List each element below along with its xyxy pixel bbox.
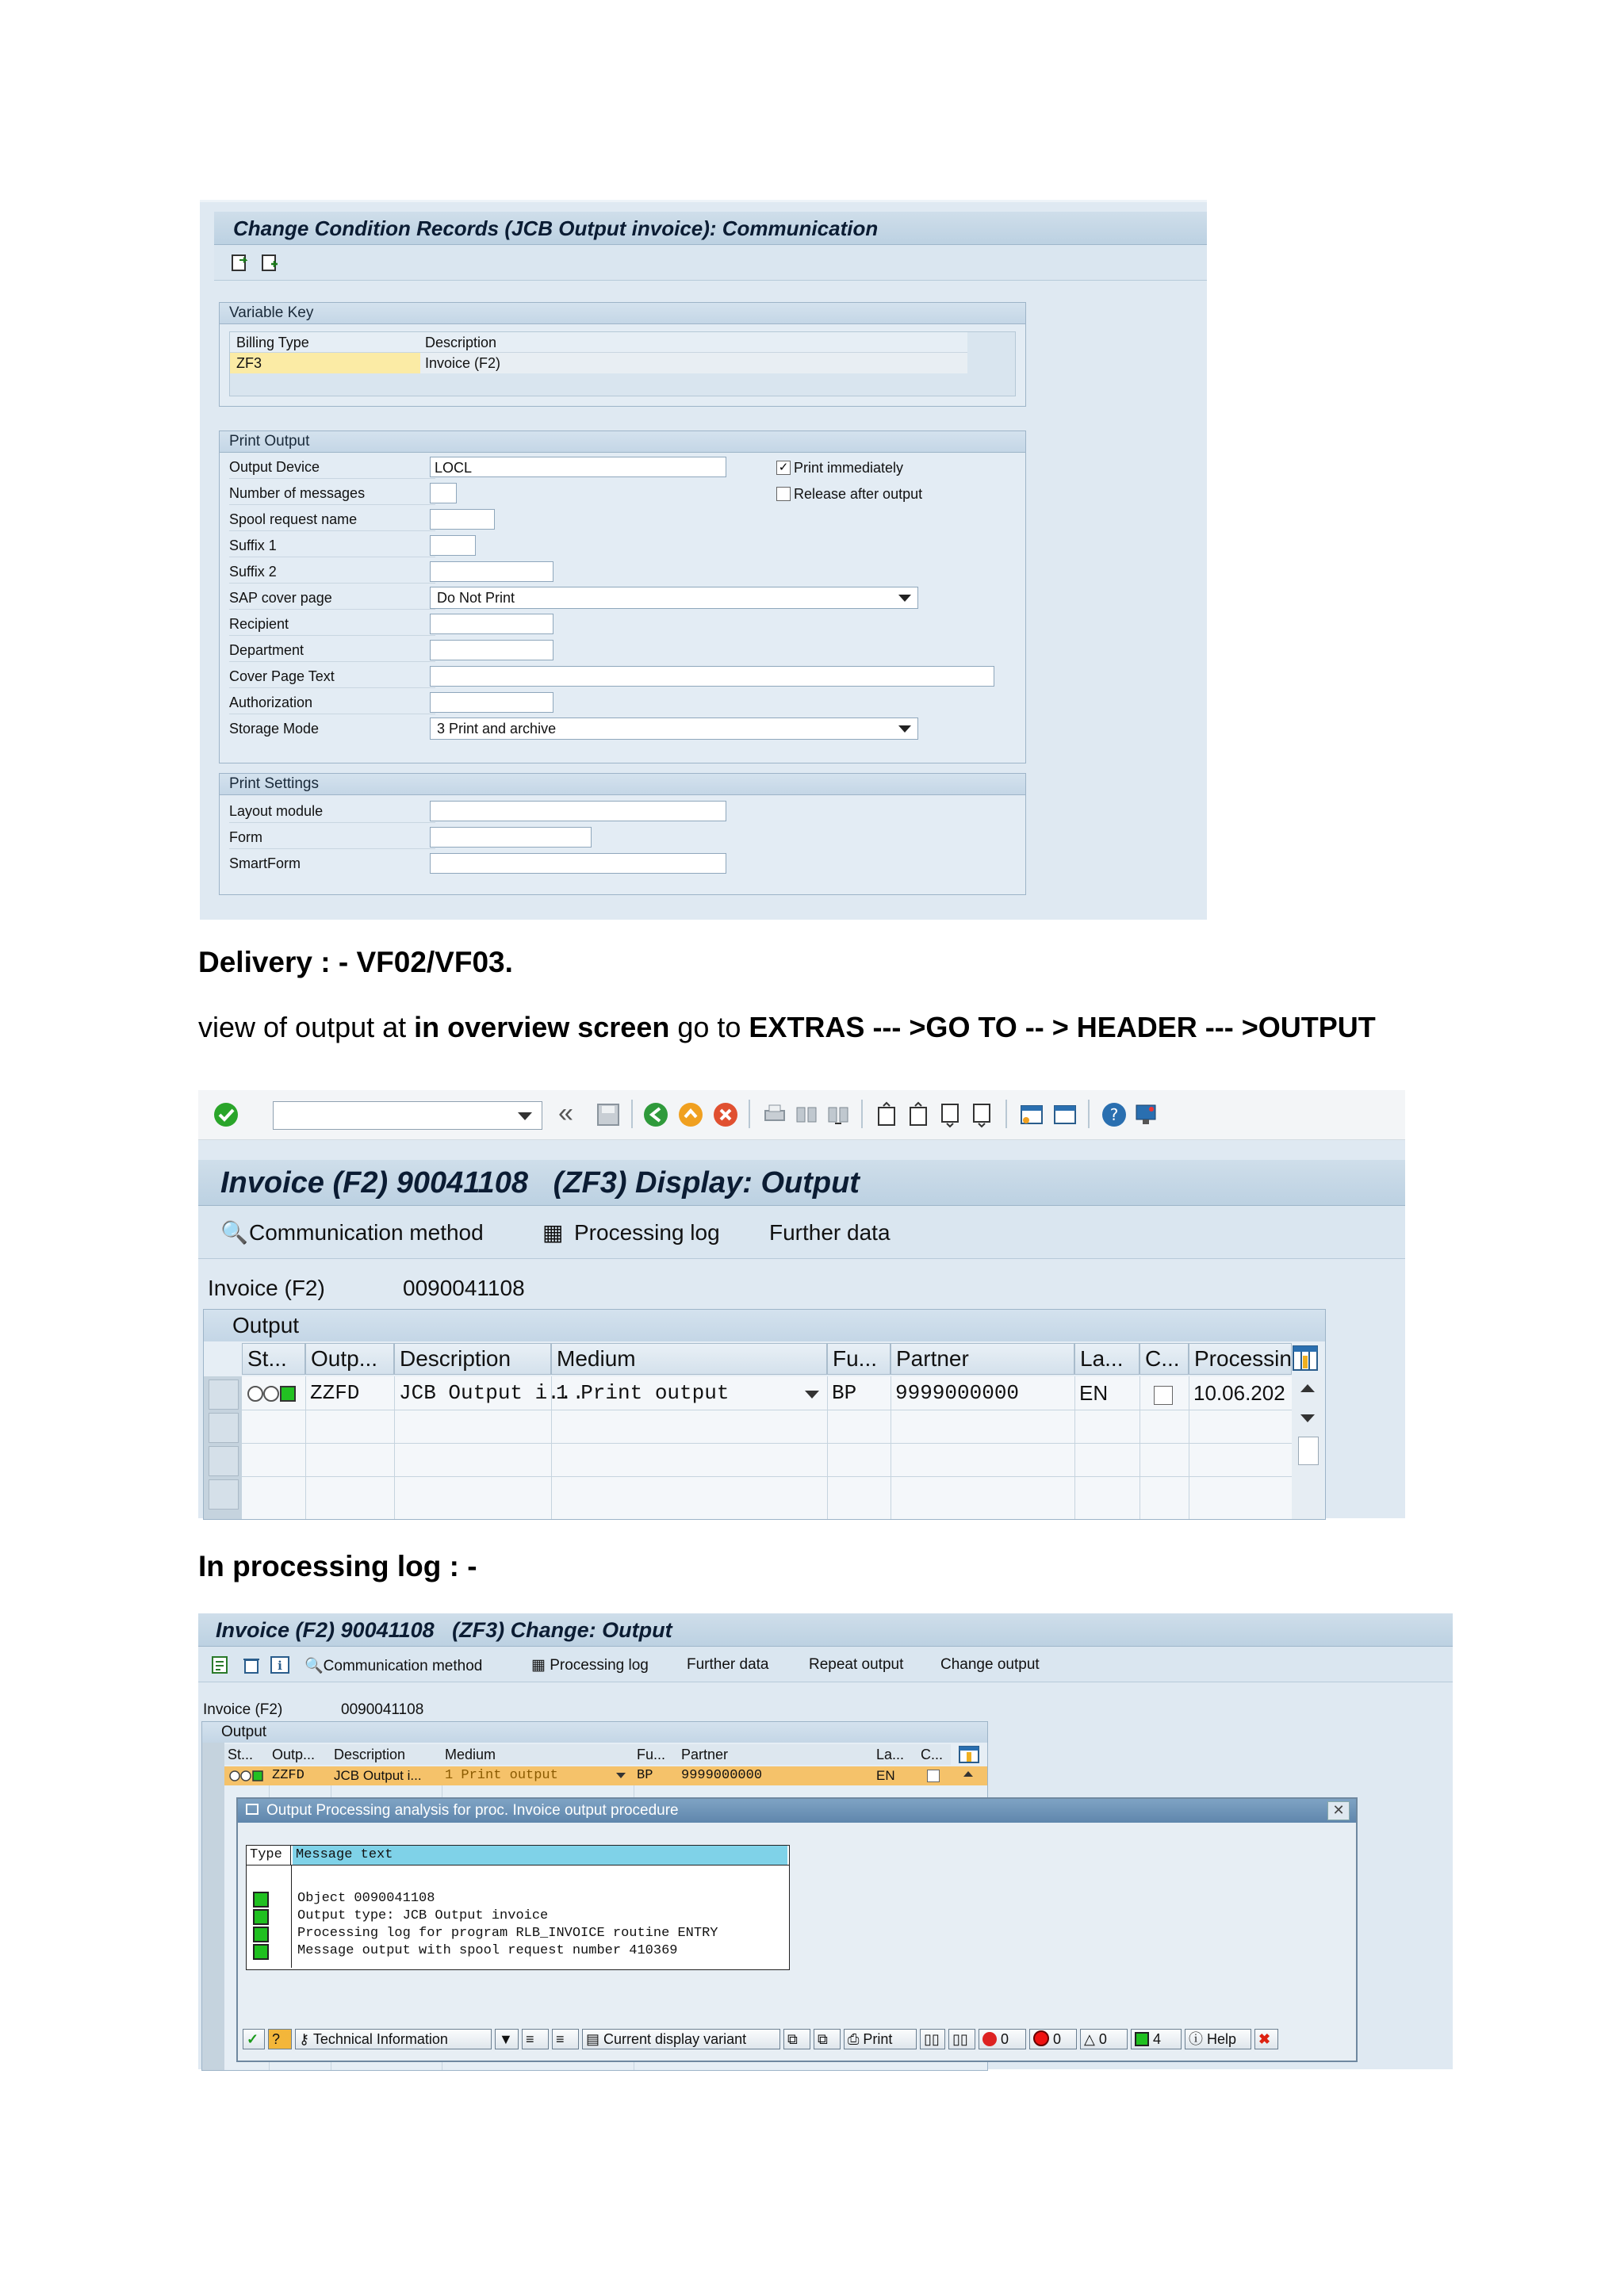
column-header-medium[interactable]: Medium [551,1343,827,1375]
table-icon: ▦ [531,1657,550,1674]
column-header-language[interactable]: La... [1074,1343,1139,1375]
stop-message-filter-button[interactable]: 0 [979,2029,1026,2049]
system-toolbar [198,1090,1405,1140]
group-title: Print Settings [220,774,1025,795]
column-header-changeable[interactable]: C... [1139,1343,1189,1375]
message-list [246,1845,790,1970]
column-header-medium[interactable]: Medium [442,1744,634,1765]
print-settings-group [219,773,1026,895]
instruction-line: view of output at in overview screen go to EXTRAS --- >GO TO -- > HEADER --- >OUTPUT [198,1011,1376,1043]
form-label: Form [229,829,262,845]
storage-mode-label: Storage Mode [229,721,320,737]
create-session-icon[interactable] [1018,1101,1045,1128]
column-header-status[interactable]: St... [242,1343,305,1375]
communication-method-button[interactable]: 🔍Communication method [220,1219,484,1247]
change-output-screenshot [198,1613,1453,2069]
processing-log-button[interactable]: ▦ Processing log [531,1657,649,1674]
key-icon: ⚷ [299,2031,313,2047]
authorization-label: Authorization [229,695,313,710]
department-label: Department [229,642,304,658]
changeable-checkbox[interactable] [927,1770,940,1782]
find-next-icon[interactable] [825,1101,852,1128]
message-text: Message output with spool request number 410369 [297,1943,678,1958]
success-status-icon [253,1909,269,1925]
print-button[interactable]: ⎙ Print [844,2029,917,2049]
sort-ascending-icon[interactable]: ≡ [522,2029,549,2049]
suffix1-label: Suffix 1 [229,538,277,553]
spool-request-name-label: Spool request name [229,511,358,527]
new-record-icon[interactable] [260,253,281,274]
print-icon[interactable] [761,1101,788,1128]
help-icon[interactable] [1101,1101,1128,1128]
column-header: Description [420,332,967,353]
message-text: Output type: JCB Output invoice [297,1908,549,1923]
output-table-group [203,1309,1326,1520]
command-field[interactable] [273,1101,542,1130]
success-status-icon [253,1892,269,1908]
column-header-output-type[interactable]: Outp... [305,1343,394,1375]
edit-list-icon[interactable] [211,1655,232,1674]
print-immediately-checkbox[interactable]: ✓ [776,461,791,475]
smartform-input[interactable] [430,853,726,874]
double-chevron-left-icon[interactable]: « [558,1098,573,1128]
language-cell[interactable]: EN [876,1768,895,1783]
other-medium-icon[interactable] [230,253,251,274]
spool-request-name-input[interactable] [430,509,495,530]
success-status-icon [253,1944,269,1960]
column-header: Billing Type [230,332,420,353]
column-header-processing[interactable]: Processin [1189,1343,1292,1375]
help-button[interactable]: ⓘ Help [1185,2029,1251,2049]
authorization-input[interactable] [430,692,553,713]
application-toolbar [214,245,1207,281]
sap-cover-page-label: SAP cover page [229,590,332,606]
chevron-down-icon[interactable] [898,595,911,602]
group-title: Print Output [220,431,1025,453]
dialog-titlebar [238,1799,1356,1823]
department-input[interactable] [430,640,553,660]
cover-page-text-input[interactable] [430,666,994,687]
suffix2-label: Suffix 2 [229,564,277,580]
shortcut-icon[interactable] [1051,1101,1078,1128]
continue-check-icon[interactable]: ✓ [243,2029,265,2049]
suffix2-input[interactable] [430,561,553,582]
row-selector[interactable] [209,1479,239,1510]
output-device-input[interactable]: LOCL [430,457,726,477]
recipient-input[interactable] [430,614,553,634]
column-header-function[interactable]: Fu... [634,1744,678,1765]
delete-trash-icon[interactable] [241,1655,262,1674]
help-question-icon[interactable]: ? [268,2029,292,2049]
row-selector[interactable] [209,1413,239,1443]
column-header-type[interactable]: Type [247,1846,291,1865]
layout-module-input[interactable] [430,801,726,821]
group-title: Output [202,1722,987,1743]
output-type-cell[interactable]: ZZFD [272,1768,304,1783]
invoice-label: Invoice (F2) [203,1701,283,1718]
processing-log-heading: In processing log : - [198,1550,477,1582]
table-icon: ▦ [542,1220,564,1245]
column-header-output-type[interactable]: Outp... [269,1744,331,1765]
column-settings-icon[interactable] [1292,1345,1319,1372]
partner-cell[interactable]: 9999000000 [895,1381,1020,1405]
status-traffic-light-icon [247,1384,299,1403]
sort-descending-icon[interactable]: ≡ [552,2029,579,2049]
variable-key-table [229,331,1016,396]
chevron-down-icon[interactable] [805,1391,819,1399]
group-title: Output [204,1310,1325,1341]
back-icon[interactable] [642,1101,669,1128]
release-after-output-checkbox[interactable] [776,487,791,501]
chevron-down-icon[interactable] [616,1773,626,1778]
find-icon[interactable]: ▯▯ [920,2029,945,2049]
selected-value: Do Not Print [437,590,515,606]
error-icon [1033,2030,1049,2046]
medium-cell[interactable]: 1 Print output [445,1768,558,1783]
filter-icon[interactable]: ▼ [495,2029,519,2049]
form-input[interactable] [430,827,592,848]
description-cell: Invoice (F2) [420,353,967,373]
customize-layout-icon[interactable] [1132,1101,1159,1128]
row-selector[interactable] [209,1446,239,1476]
scroll-up-icon[interactable] [1300,1384,1315,1392]
column-header-status[interactable]: St... [224,1744,269,1765]
processing-date-cell: 10.06.202 [1193,1381,1285,1405]
smartform-label: SmartForm [229,855,301,871]
info-icon: ⓘ [1189,2031,1208,2047]
info-icon[interactable] [270,1655,290,1674]
communication-method-button[interactable]: 🔍Communication method [304,1658,483,1674]
selected-value: 3 Print and archive [437,721,557,737]
further-data-button[interactable]: Further data [769,1220,891,1245]
success-status-icon [253,1927,269,1942]
application-toolbar [198,1647,1453,1682]
description-cell: JCB Output i... [334,1768,422,1783]
layout-module-label: Layout module [229,803,324,819]
column-header-changeable[interactable]: C... [917,1744,951,1765]
delivery-heading: Delivery : - VF02/VF03. [198,946,513,978]
chevron-down-icon[interactable] [898,725,911,733]
scroll-thumb[interactable] [1298,1437,1319,1465]
dialog-title: Output Processing analysis for proc. Invoice output procedure [266,1802,679,1819]
print-immediately-label: Print immediately [794,460,904,476]
suffix1-input[interactable] [430,535,476,556]
variable-key-group [219,302,1026,407]
column-header-description[interactable]: Description [394,1343,551,1375]
scroll-down-icon[interactable] [1300,1414,1315,1422]
enter-check-icon[interactable] [213,1101,239,1128]
processing-log-button[interactable]: ▦ Processing log [542,1219,720,1247]
warning-triangle-icon: △ [1084,2031,1095,2047]
language-cell[interactable]: EN [1079,1381,1109,1405]
group-title: Variable Key [220,303,1025,324]
success-icon [1135,2032,1149,2046]
success-message-filter-button[interactable]: 4 [1131,2029,1182,2049]
application-toolbar [198,1206,1405,1259]
message-text: Processing log for program RLB_INVOICE routine ENTRY [297,1926,718,1941]
magnifier-icon: 🔍 [220,1220,248,1245]
storage-mode-select[interactable] [430,718,918,740]
function-cell[interactable]: BP [637,1768,653,1783]
error-message-filter-button[interactable]: 0 [1029,2029,1077,2049]
cancel-x-icon[interactable]: ✖ [1254,2029,1278,2049]
magnifier-icon: 🔍 [304,1658,324,1674]
column-header-function[interactable]: Fu... [827,1343,891,1375]
invoice-number: 0090041108 [403,1276,525,1300]
medium-cell[interactable]: 1 Print output [556,1381,730,1405]
invoice-label: Invoice (F2) [208,1276,325,1300]
svg-text:i: i [278,1659,282,1673]
invoice-number: 0090041108 [341,1701,424,1718]
message-text: Object 0090041108 [297,1891,435,1906]
number-of-messages-input[interactable] [430,483,457,503]
function-cell[interactable]: BP [832,1381,857,1405]
current-display-variant-button[interactable]: ▤ Current display variant [582,2029,780,2049]
column-header-language[interactable]: La... [873,1744,917,1765]
close-icon[interactable]: ✕ [1327,1801,1350,1820]
partner-cell[interactable]: 9999000000 [681,1768,763,1783]
svg-text:?: ? [1109,1105,1119,1124]
changeable-checkbox[interactable] [1154,1386,1173,1405]
number-of-messages-label: Number of messages [229,485,366,501]
first-page-icon[interactable] [874,1101,901,1128]
sap-cover-page-select[interactable] [430,587,918,609]
condition-records-screenshot [200,200,1207,920]
scroll-up-icon[interactable] [963,1771,973,1777]
save-icon[interactable] [595,1101,622,1128]
repeat-output-button[interactable]: Repeat output [809,1656,904,1673]
recipient-label: Recipient [229,616,289,632]
processing-analysis-dialog [236,1797,1358,2062]
layout-icon: ▤ [586,2031,604,2047]
last-page-icon[interactable] [969,1101,996,1128]
release-after-output-label: Release after output [794,486,923,502]
window-title: Invoice (F2) 90041108 (ZF3) Change: Output [198,1613,1453,1647]
window-icon [246,1804,259,1815]
window-title: Invoice (F2) 90041108 (ZF3) Display: Output [198,1160,1405,1206]
technical-information-button[interactable]: ⚷ Technical Information [295,2029,492,2049]
status-traffic-light-icon [229,1770,266,1782]
cover-page-text-label: Cover Page Text [229,668,335,684]
column-header-description[interactable]: Description [331,1744,442,1765]
collapse-icon[interactable]: ⧉ [814,2029,841,2049]
find-icon[interactable] [793,1101,820,1128]
output-device-label: Output Device [229,459,320,475]
warning-message-filter-button[interactable]: △ 0 [1080,2029,1128,2049]
column-header-partner[interactable]: Partner [678,1744,873,1765]
column-settings-icon[interactable] [959,1746,979,1763]
stop-icon [982,2032,997,2046]
print-output-group [219,430,1026,763]
row-selector[interactable] [209,1380,239,1410]
window-title: Change Condition Records (JCB Output invoice): Communication [214,212,1207,245]
display-output-screenshot [198,1090,1405,1518]
output-type-cell[interactable]: ZZFD [310,1381,360,1405]
dialog-button-bar [243,2029,1350,2051]
cancel-icon[interactable] [712,1101,739,1128]
printer-icon: ⎙ [848,2031,864,2047]
row-selector-column [202,1743,224,2070]
chevron-down-icon[interactable] [518,1112,532,1120]
change-output-button[interactable]: Change output [940,1656,1040,1673]
vertical-scrollbar[interactable] [1292,1376,1323,1519]
next-page-icon[interactable] [937,1101,964,1128]
column-header-partner[interactable]: Partner [891,1343,1074,1375]
further-data-button[interactable]: Further data [687,1656,769,1673]
expand-icon[interactable]: ⧉ [783,2029,810,2049]
previous-page-icon[interactable] [906,1101,933,1128]
exit-icon[interactable] [677,1101,704,1128]
billing-type-cell[interactable]: ZF3 [230,353,420,373]
description-cell: JCB Output i... [399,1381,585,1405]
find-next-icon[interactable]: ▯▯ [948,2029,975,2049]
column-header-message[interactable]: Message text [293,1846,787,1865]
